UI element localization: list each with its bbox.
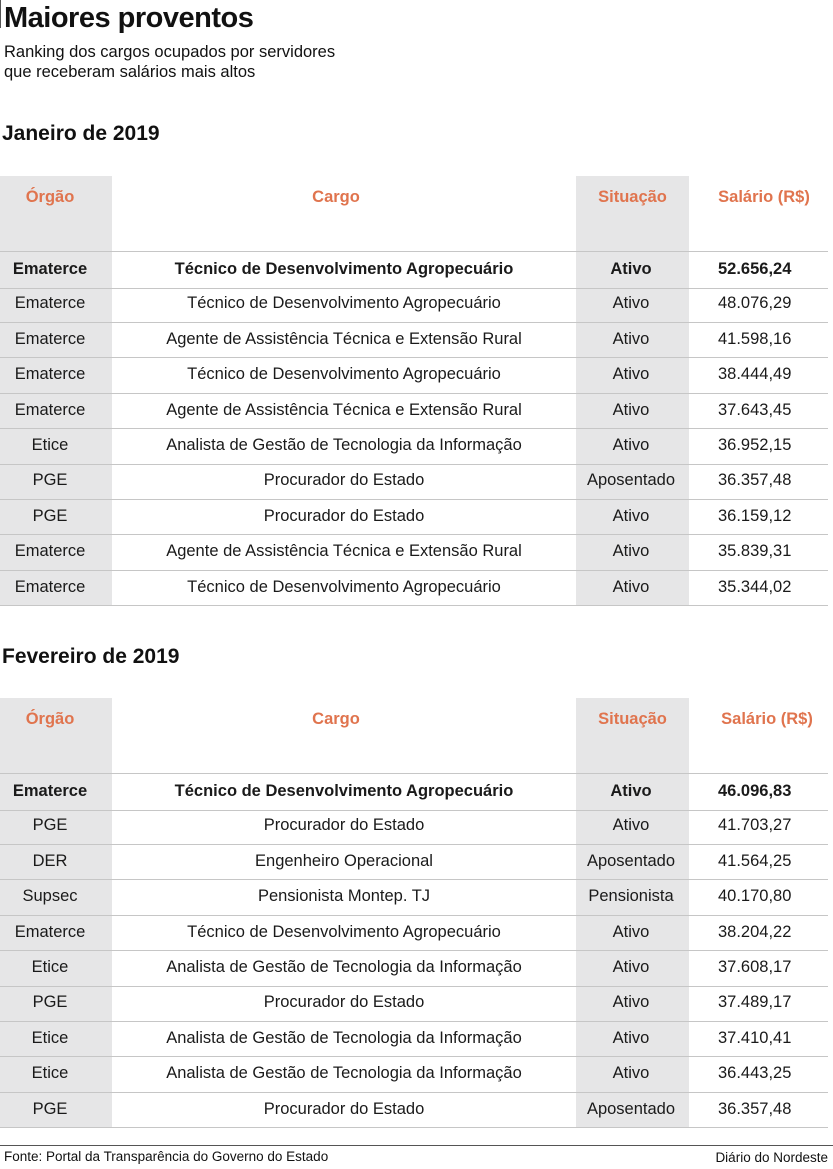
cell-cargo: Engenheiro Operacional	[255, 851, 433, 870]
cell-situacao: Ativo	[612, 922, 650, 941]
cell-situacao: Ativo	[612, 577, 650, 596]
cell-salario: 46.096,83	[718, 782, 792, 800]
source-note: Fonte: Portal da Transparência do Governo do Estado	[4, 1149, 329, 1164]
cell-orgao: PGE	[32, 506, 68, 525]
cell-salario: 38.204,22	[718, 922, 792, 941]
cell-situacao: Ativo	[612, 993, 650, 1012]
cell-situacao: Ativo	[612, 1064, 650, 1083]
cell-salario: 41.703,27	[718, 816, 792, 835]
cell-salario: 36.952,15	[718, 436, 792, 454]
cell-situacao: Ativo	[612, 816, 650, 835]
cell-cargo: Procurador do Estado	[263, 471, 425, 490]
cell-orgao: Etice	[31, 1028, 69, 1047]
cell-orgao: Ematerce	[14, 577, 86, 596]
cell-situacao: Pensionista	[588, 887, 674, 906]
cell-situacao: Aposentado	[586, 851, 676, 870]
cell-orgao: PGE	[32, 816, 68, 835]
cell-orgao: Ematerce	[14, 294, 86, 313]
cell-salario: 52.656,24	[718, 260, 792, 278]
cell-orgao: Ematerce	[14, 365, 86, 384]
cell-orgao: Ematerce	[12, 260, 88, 278]
header-orgao: Órgão	[25, 710, 75, 728]
cell-situacao: Ativo	[612, 1028, 650, 1047]
cell-salario: 35.839,31	[718, 542, 792, 561]
salary-table-fevereiro	[0, 698, 828, 1127]
cell-cargo: Técnico de Desenvolvimento Agropecuário	[187, 294, 501, 313]
cell-salario: 38.444,49	[718, 365, 792, 384]
cell-orgao: Etice	[31, 436, 69, 454]
cell-salario: 41.564,25	[718, 851, 792, 870]
cell-salario: 36.159,12	[718, 506, 792, 525]
cell-salario: 36.443,25	[718, 1064, 792, 1083]
table-row	[0, 534, 828, 571]
table-row	[0, 393, 828, 430]
table-row	[0, 322, 828, 359]
header-cargo: Cargo	[312, 188, 360, 206]
subtitle-line-2: que receberam salários mais altos	[4, 63, 256, 81]
header-situacao: Situação	[598, 710, 667, 728]
table-row	[0, 499, 828, 536]
cell-situacao: Ativo	[610, 260, 652, 278]
section-title-janeiro: Janeiro de 2019	[2, 122, 160, 145]
table-header	[0, 698, 828, 773]
header-orgao: Órgão	[25, 188, 75, 206]
cell-salario: 40.170,80	[718, 887, 792, 906]
table-row	[0, 915, 828, 952]
cell-situacao: Ativo	[610, 782, 652, 800]
cell-salario: 36.357,48	[718, 1099, 792, 1118]
cell-cargo: Agente de Assistência Técnica e Extensão Rural	[166, 329, 522, 348]
cell-cargo: Agente de Assistência Técnica e Extensão Rural	[166, 542, 522, 561]
table-row	[0, 844, 828, 881]
table-row	[0, 357, 828, 394]
publisher-credit: Diário do Nordeste	[715, 1150, 828, 1165]
cell-salario: 37.643,45	[718, 400, 792, 419]
cell-cargo: Agente de Assistência Técnica e Extensão Rural	[166, 400, 522, 419]
table-row	[0, 463, 828, 500]
cell-cargo: Técnico de Desenvolvimento Agropecuário	[187, 922, 501, 941]
cell-salario: 37.608,17	[718, 958, 792, 976]
table-row	[0, 1092, 828, 1129]
table-row	[0, 570, 828, 607]
header-cargo: Cargo	[312, 710, 360, 728]
cell-cargo: Analista de Gestão de Tecnologia da Informação	[166, 958, 522, 976]
cell-cargo: Analista de Gestão de Tecnologia da Informação	[166, 436, 522, 454]
table-row	[0, 1056, 828, 1093]
cell-cargo: Procurador do Estado	[263, 506, 425, 525]
top-left-rule	[0, 0, 1, 28]
cell-cargo: Técnico de Desenvolvimento Agropecuário	[187, 365, 501, 384]
section-title-fevereiro: Fevereiro de 2019	[2, 645, 180, 668]
table-row	[0, 1021, 828, 1058]
cell-orgao: Ematerce	[12, 782, 88, 800]
cell-salario: 36.357,48	[718, 471, 792, 490]
footer-divider	[0, 1145, 833, 1146]
cell-situacao: Ativo	[612, 958, 650, 976]
cell-situacao: Ativo	[612, 365, 650, 384]
cell-cargo: Analista de Gestão de Tecnologia da Informação	[166, 1028, 522, 1047]
cell-orgao: Ematerce	[14, 329, 86, 348]
cell-orgao: PGE	[32, 471, 68, 490]
cell-cargo: Procurador do Estado	[263, 1099, 425, 1118]
table-row	[0, 286, 828, 323]
table-row	[0, 950, 828, 987]
cell-orgao: Ematerce	[14, 400, 86, 419]
salary-table-janeiro	[0, 176, 828, 605]
cell-situacao: Ativo	[612, 294, 650, 313]
cell-orgao: DER	[32, 851, 68, 870]
cell-situacao: Ativo	[612, 506, 650, 525]
table-row	[0, 808, 828, 845]
cell-situacao: Ativo	[612, 436, 650, 454]
header-salario: Salário (R$)	[718, 188, 810, 206]
cell-orgao: Etice	[31, 958, 69, 976]
page-subtitle	[4, 42, 335, 82]
cell-situacao: Aposentado	[586, 1099, 676, 1118]
cell-cargo: Técnico de Desenvolvimento Agropecuário	[174, 782, 514, 800]
cell-orgao: Ematerce	[14, 922, 86, 941]
table-row	[0, 428, 828, 465]
table-header	[0, 176, 828, 251]
cell-situacao: Aposentado	[586, 471, 676, 490]
cell-salario: 37.489,17	[718, 993, 792, 1012]
cell-orgao: PGE	[32, 993, 68, 1012]
cell-cargo: Técnico de Desenvolvimento Agropecuário	[187, 577, 501, 596]
cell-orgao: Ematerce	[14, 542, 86, 561]
subtitle-line-1: Ranking dos cargos ocupados por servidores	[4, 43, 336, 61]
header-situacao: Situação	[598, 188, 667, 206]
cell-salario: 35.344,02	[718, 577, 792, 596]
table-row	[0, 985, 828, 1022]
cell-cargo: Pensionista Montep. TJ	[257, 887, 431, 906]
cell-situacao: Ativo	[612, 400, 650, 419]
cell-salario: 41.598,16	[718, 329, 792, 348]
cell-cargo: Analista de Gestão de Tecnologia da Informação	[166, 1064, 522, 1083]
cell-orgao: Etice	[31, 1064, 69, 1083]
cell-cargo: Procurador do Estado	[263, 816, 425, 835]
table-row	[0, 251, 828, 289]
table-row	[0, 879, 828, 916]
header-salario: Salário (R$)	[721, 710, 813, 728]
cell-situacao: Ativo	[612, 542, 650, 561]
cell-orgao: PGE	[32, 1099, 68, 1118]
table-row	[0, 773, 828, 811]
page-title: Maiores proventos	[4, 2, 254, 34]
cell-salario: 48.076,29	[718, 294, 792, 313]
cell-orgao: Supsec	[22, 887, 78, 906]
cell-cargo: Técnico de Desenvolvimento Agropecuário	[174, 260, 514, 278]
cell-cargo: Procurador do Estado	[263, 993, 425, 1012]
cell-salario: 37.410,41	[718, 1028, 792, 1047]
cell-situacao: Ativo	[612, 329, 650, 348]
